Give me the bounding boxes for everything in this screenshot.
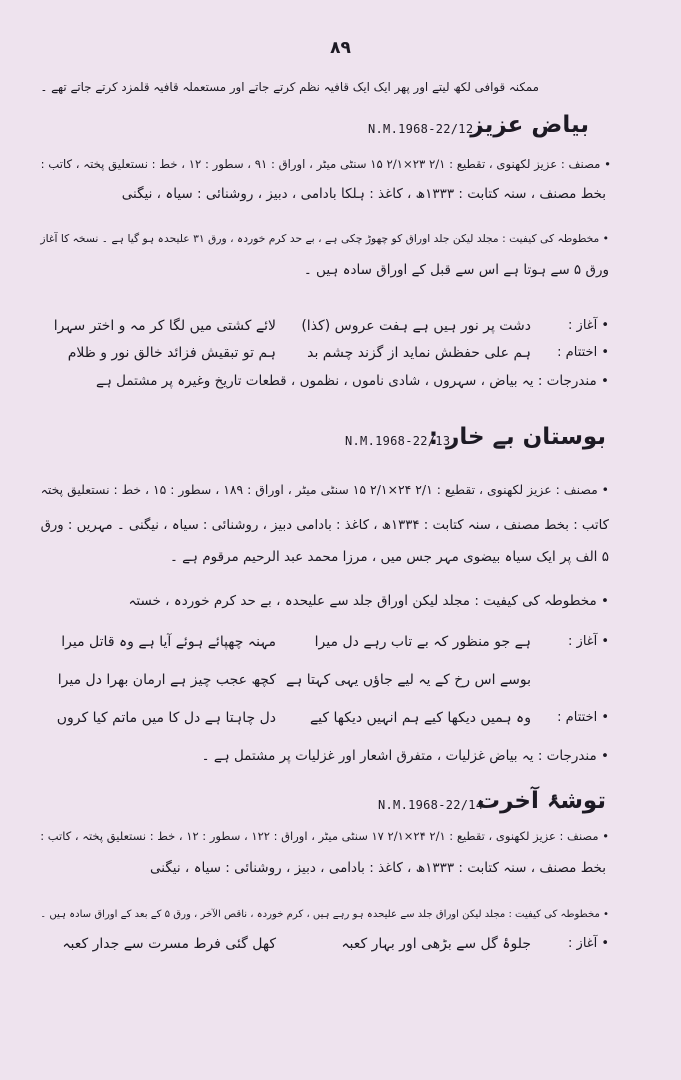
- entry-1-end-verse-2: ہم تو تبقیش فزائد خالق نور و ظلام: [67, 345, 276, 361]
- entry-2-start-verse-3: بوسے اس رخ کے یہ لیے جاؤں یہی کہتا ہے: [285, 672, 531, 688]
- entry-2-end-label: • اختتام :: [557, 710, 609, 725]
- entry-2-start-verse-1: ہے جو منظور کہ بے تاب رہے دل میرا: [314, 634, 531, 650]
- entry-2-contents: • مندرجات : یہ بیاض غزلیات ، متفرق اشعار اور غزلیات پر مشتمل ہے ۔: [201, 748, 609, 764]
- entry-3-start-verse-2: کھل گئی فرط مسرت سے جدار کعبہ: [62, 936, 276, 952]
- entry-1-ref: N.M.1968-22/12: [368, 122, 474, 136]
- entry-2-seal-line: ۵ الف پر ایک سیاہ بیضوی مہر جس میں ، مرزا محمد عبد الرحیم مرقوم ہے ۔: [169, 549, 609, 565]
- entry-2-title: بوستان بے خار :: [428, 424, 606, 450]
- entry-3-author-line: • مصنف : عزیز لکھنوی ، تقطیع : ۲/۱ ۲۴×۲/۱ ۱۷ سنٹی میٹر ، اوراق : ۱۲۲ ، سطور : ۱۲ ، خط : نستعلیق پختہ ، کاتب :: [40, 829, 609, 843]
- intro-line: ممکنہ قوافی لکھ لیتے اور پھر ایک ایک قافیہ نظم کرتے جاتے اور مستعملہ قافیہ قلمزد کرتے جاتے تھے ۔: [40, 80, 539, 94]
- entry-2-start-verse-4: کچھ عجب چیز ہے ارمان بھرا دل میرا: [57, 672, 276, 688]
- entry-2-end-verse-1: وہ ہمیں دیکھا کیے ہم انہیں دیکھا کیے: [309, 710, 531, 726]
- entry-3-title: توشۂ آخرت: [476, 788, 606, 814]
- entry-3-ref: N.M.1968-22/14: [378, 798, 484, 812]
- entry-3-start-label: • آغاز :: [568, 936, 609, 951]
- entry-2-start-verse-2: مہنہ چھپائے ہوئے آیا ہے وہ قاتل میرا: [61, 634, 276, 650]
- entry-1-start-verse-1: دشت پر نور ہیں ہے ہفت عروس (کذا): [301, 318, 531, 334]
- entry-1-condition-line-2: ورق ۵ سے ہوتا ہے اس سے قبل کے اوراق سادہ ہیں ۔: [303, 262, 609, 278]
- entry-1-title: بیاض عزیز: [470, 112, 589, 138]
- entry-1-scribe-line: بخط مصنف ، سنہ کتابت : ۱۳۳۳ھ ، کاغذ : ہلکا بادامی ، دبیز ، روشنائی : سیاہ ، نیگنی: [121, 186, 606, 202]
- entry-2-end-verse-2: دل چاہتا ہے دل کا میں ماتم کیا کروں: [56, 710, 276, 726]
- entry-3-condition: • مخطوطہ کی کیفیت : مجلد لیکن اوراق جلد سے علیحدہ ہو رہے ہیں ، کرم خوردہ ، ناقص الآخر ، ورق ۵ کے بعد کے اوراق سادہ ہیں ۔: [40, 909, 609, 920]
- entry-2-author-line: • مصنف : عزیز لکھنوی ، تقطیع : ۲/۱ ۲۴×۲/۱ ۱۵ سنٹی میٹر ، اوراق : ۱۸۹ ، سطور : ۱۵ ، خط : نستعلیق پختہ: [40, 482, 609, 497]
- entry-1-start-label: • آغاز :: [568, 318, 609, 333]
- entry-2-condition: • مخطوطہ کی کیفیت : مجلد لیکن اوراق جلد سے علیحدہ ، بے حد کرم خوردہ ، خستہ: [128, 593, 609, 609]
- entry-2-start-label: • آغاز :: [568, 634, 609, 649]
- entry-1-author-line: • مصنف : عزیز لکھنوی ، تقطیع : ۲/۱ ۲۳×۲/۱ ۱۵ سنٹی میٹر ، اوراق : ۹۱ ، سطور : ۱۲ ، خط : نستعلیق پختہ ، کاتب :: [40, 157, 611, 171]
- entry-1-condition-line-1: • مخطوطہ کی کیفیت : مجلد لیکن جلد اوراق کو چھوڑ چکی ہے ، بے حد کرم خوردہ ، ورق ۳۱ علیحدہ ہو گیا ہے ۔ نسخہ کا آغاز: [40, 232, 609, 245]
- entry-2-scribe-line: کاتب : بخط مصنف ، سنہ کتابت : ۱۳۳۴ھ ، کاغذ : بادامی دبیز ، روشنائی : سیاہ ، نیگنی ۔ مہریں : ورق: [40, 518, 609, 533]
- entry-1-end-label: • اختتام :: [557, 345, 609, 360]
- entry-3-scribe-line: بخط مصنف ، سنہ کتابت : ۱۳۳۳ھ ، کاغذ : بادامی ، دبیز ، روشنائی : سیاہ ، نیگنی: [150, 860, 606, 876]
- entry-3-start-verse-1: جلوۂ گل سے بڑھی اور بہار کعبہ: [341, 936, 531, 952]
- page-number: ٨٩: [330, 38, 351, 58]
- entry-1-start-verse-2: لائے کشتی میں لگا کر مہ و اختر سہرا: [53, 318, 276, 334]
- entry-1-contents: • مندرجات : یہ بیاض ، سہروں ، شادی ناموں ، نظموں ، قطعات تاریخ وغیرہ پر مشتمل ہے: [96, 373, 609, 389]
- entry-1-end-verse-1: ہم علی حفظش نماید از گزند چشم بد: [307, 345, 531, 361]
- entry-2-ref: N.M.1968-22/13: [345, 434, 451, 448]
